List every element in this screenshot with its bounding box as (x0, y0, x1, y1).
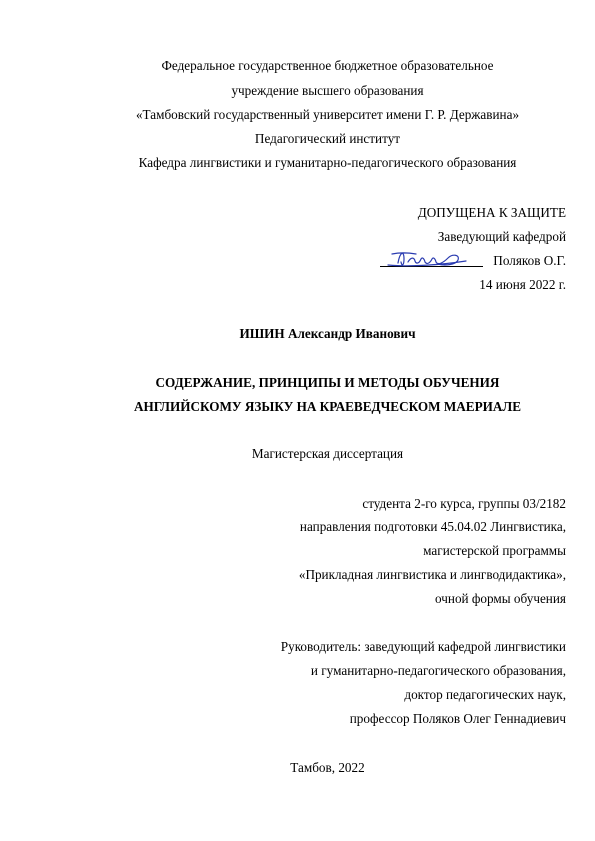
header-line-4: Педагогический институт (254, 131, 401, 146)
approval-position: Заведующий кафедрой (437, 229, 566, 244)
header-line-3: «Тамбовский государственный университет имени Г. Р. Державина» (135, 107, 520, 122)
header-line-1: Федеральное государственное бюджетное образовательное (161, 58, 494, 73)
thesis-title-line-1: СОДЕРЖАНИЕ, ПРИНЦИПЫ И МЕТОДЫ ОБУЧЕНИЯ (155, 375, 500, 390)
signature-image (380, 246, 480, 272)
header-line-5: Кафедра лингвистики и гуманитарно-педагогического образования (138, 155, 517, 170)
supervisor-line-3: доктор педагогических наук, (404, 687, 566, 702)
thesis-title-line-2: АНГЛИЙСКОМУ ЯЗЫКУ НА КРАЕВЕДЧЕСКОМ МАЕРИАЛЕ (133, 399, 522, 414)
approval-title: ДОПУЩЕНА К ЗАЩИТЕ (417, 205, 566, 220)
header-line-2: учреждение высшего образования (231, 83, 424, 98)
student-info-line-4: «Прикладная лингвистика и лингводидактика», (298, 567, 566, 582)
footer-city-year: Тамбов, 2022 (290, 760, 365, 775)
student-info-line-2: направления подготовки 45.04.02 Лингвистика, (299, 519, 566, 534)
supervisor-line-2: и гуманитарно-педагогического образования, (310, 663, 566, 678)
supervisor-line-4: профессор Поляков Олег Геннадиевич (349, 711, 566, 726)
student-info-line-5: очной формы обучения (435, 591, 566, 606)
author-name: ИШИН Александр Иванович (239, 326, 416, 341)
work-type: Магистерская диссертация (251, 446, 404, 461)
supervisor-line-1: Руководитель: заведующий кафедрой лингвистики (280, 639, 566, 654)
approval-date: 14 июня 2022 г. (479, 277, 566, 292)
student-info-line-3: магистерской программы (423, 543, 566, 558)
approval-name: Поляков О.Г. (493, 253, 566, 268)
student-info-line-1: студента 2-го курса, группы 03/2182 (362, 496, 566, 511)
